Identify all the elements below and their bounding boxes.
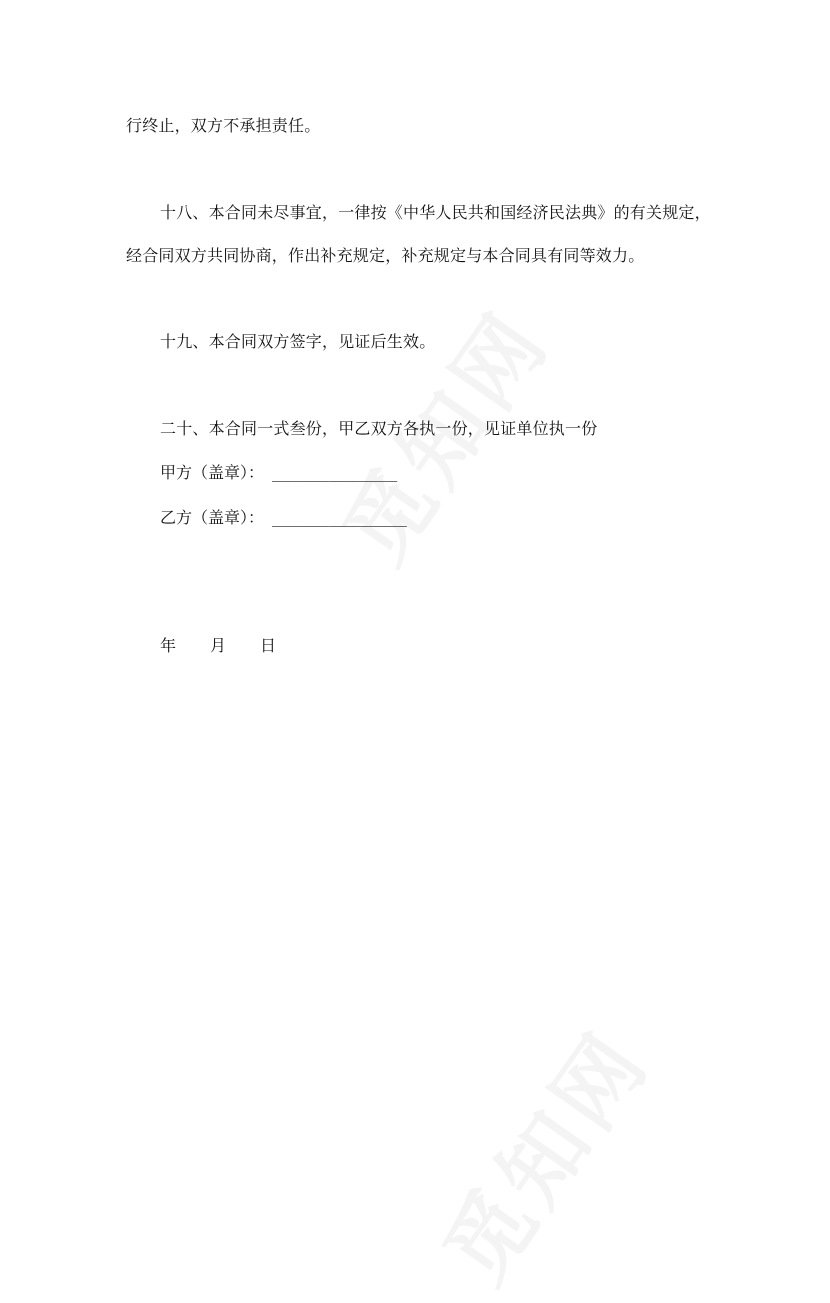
party-b-label: 乙方（盖章）： (160, 508, 265, 527)
party-a-label: 甲方（盖章）： (160, 463, 265, 482)
clause-18-line2: 经合同双方共同协商，作出补充规定，补充规定与本合同具有同等效力。 (126, 246, 645, 265)
party-a-signature-line: _____________ (272, 463, 398, 482)
party-a-signature (160, 463, 397, 483)
party-b-signature-line: ______________ (272, 508, 407, 527)
date-day: 日 (260, 636, 277, 655)
clause-20: 二十、本合同一式叁份，甲乙双方各执一份，见证单位执一份 (160, 419, 598, 438)
date-year: 年 (160, 636, 177, 655)
clause-18-line1: 十八、本合同未尽事宜，一律按《中华人民共和国经济民法典》的有关规定， (160, 203, 711, 222)
party-b-signature (160, 508, 407, 528)
date-month: 月 (210, 636, 227, 655)
watermark (409, 1001, 672, 1303)
clause-19: 十九、本合同双方签字，见证后生效。 (160, 332, 436, 351)
signing-date (160, 636, 276, 656)
clause-17-tail: 行终止，双方不承担责任。 (126, 116, 321, 135)
